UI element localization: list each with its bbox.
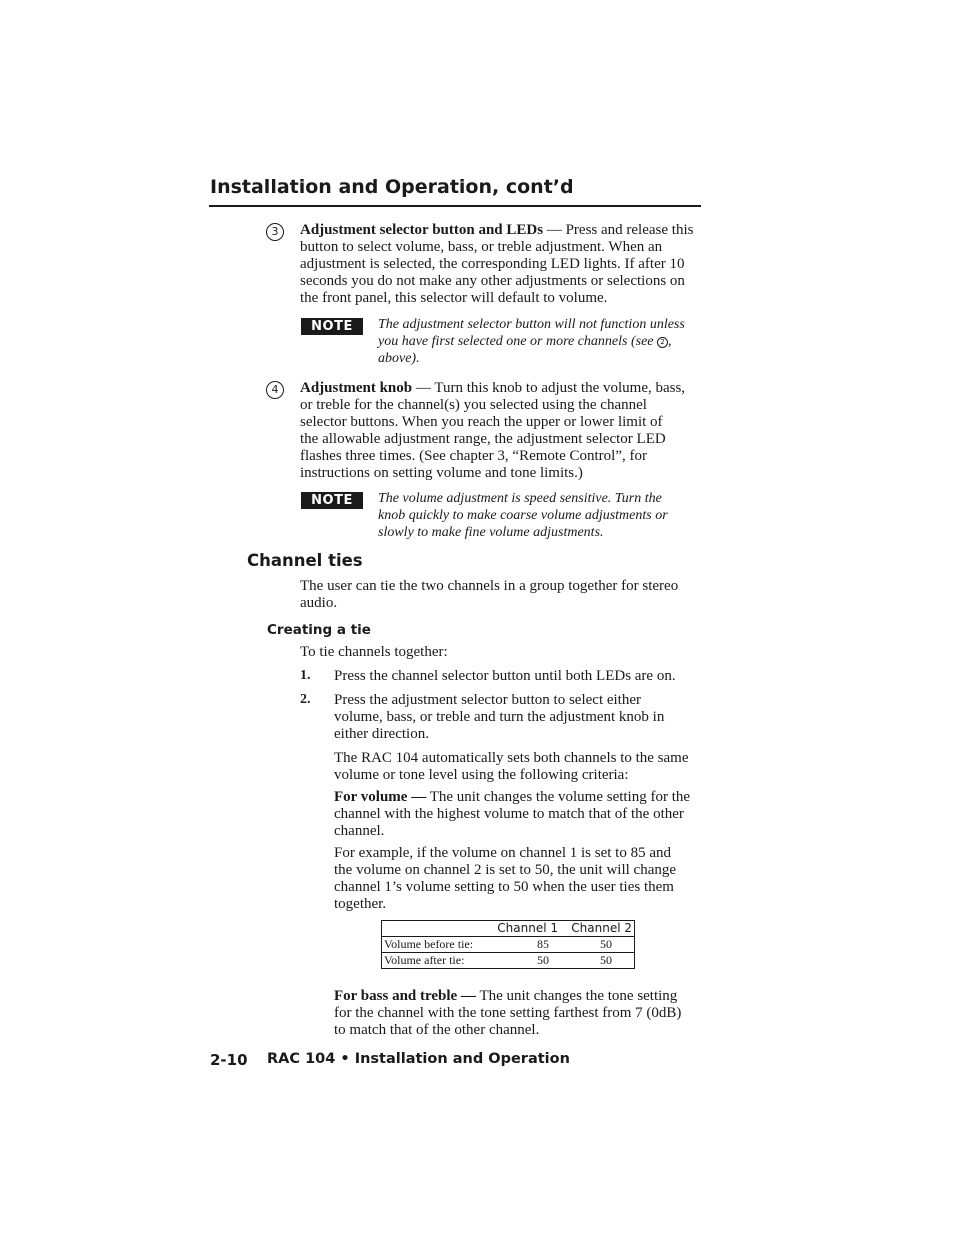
note-2-line: knob quickly to make coarse volume adjustments or	[378, 508, 668, 523]
bass-treble-term: For bass and treble —	[334, 988, 476, 1004]
table-header-channel-1: Channel 1	[488, 921, 560, 937]
item-3-line: adjustment is selected, the corresponding LED lights. If after 10	[300, 256, 685, 272]
item-4-line: selector buttons. When you reach the upper or lower limit of	[300, 414, 663, 430]
intro-line: audio.	[300, 595, 338, 611]
volume-criteria	[334, 789, 714, 840]
criteria-line: The RAC 104 automatically sets both channels to the same	[334, 750, 689, 766]
bass-treble-criteria	[334, 988, 714, 1039]
section-intro	[300, 578, 710, 612]
note-1-text	[378, 316, 708, 367]
example-text	[334, 845, 714, 913]
table-cell: 85	[488, 937, 560, 953]
bass-treble-line: The unit changes the tone setting	[475, 988, 678, 1004]
table-row	[382, 937, 635, 953]
item-4-text	[300, 380, 710, 482]
callout-2-ref: 2	[657, 337, 668, 348]
criteria-line: volume or tone level using the following criteria:	[334, 767, 629, 783]
item-3-line: button to select volume, bass, or treble adjustment. When an	[300, 239, 663, 255]
item-3-text	[300, 222, 710, 307]
bass-treble-line: for the channel with the tone setting farthest from 7 (0dB)	[334, 1005, 682, 1021]
volume-line: channel.	[334, 823, 385, 839]
note-1-line: The adjustment selector button will not function unless	[378, 317, 685, 332]
example-line: channel 1’s volume setting to 50 when the user ties them	[334, 879, 674, 895]
step-2-line: either direction.	[334, 726, 429, 742]
tie-table	[381, 920, 635, 969]
item-3-line: the front panel, this selector will default to volume.	[300, 290, 608, 306]
volume-line: The unit changes the volume setting for the	[426, 789, 691, 805]
note-2-text	[378, 490, 708, 541]
intro-line: The user can tie the two channels in a group together for stereo	[300, 578, 679, 594]
table-cell: 50	[560, 953, 635, 969]
example-line: For example, if the volume on channel 1 is set to 85 and	[334, 845, 672, 861]
note-2-line: The volume adjustment is speed sensitive. Turn the	[378, 491, 662, 506]
table-header-channel-2: Channel 2	[560, 921, 635, 937]
note-badge: NOTE	[301, 492, 363, 509]
step-2-line: Press the adjustment selector button to select either	[334, 692, 642, 708]
note-1-line: ,	[668, 334, 672, 349]
table-cell: 50	[560, 937, 635, 953]
item-4-line: instructions on setting volume and tone limits.)	[300, 465, 583, 481]
note-1-line: you have first selected one or more channels (see	[378, 334, 658, 349]
note-2-line: slowly to make fine volume adjustments.	[378, 525, 604, 540]
row-label: Volume before tie:	[382, 937, 489, 953]
example-line: the volume on channel 2 is set to 50, the unit will change	[334, 862, 677, 878]
item-4-line: or treble for the channel(s) you selected using the channel	[300, 397, 647, 413]
note-badge: NOTE	[301, 318, 363, 335]
page-header: Installation and Operation, cont’d	[210, 176, 574, 198]
item-4-term: Adjustment knob	[300, 380, 413, 396]
criteria-text	[334, 750, 714, 784]
item-4-line: — Turn this knob to adjust the volume, bass,	[412, 380, 686, 396]
callout-3-marker: 3	[266, 223, 284, 241]
bass-treble-line: to match that of the other channel.	[334, 1022, 540, 1038]
subsection-heading: Creating a tie	[267, 622, 371, 638]
step-number: 1.	[300, 668, 311, 683]
page-number: 2-10	[210, 1051, 248, 1069]
note-1-line: above).	[378, 351, 420, 366]
procedure-lead: To tie channels together:	[300, 644, 448, 660]
step-2-line: volume, bass, or treble and turn the adjustment knob in	[334, 709, 665, 725]
footer-title: RAC 104 • Installation and Operation	[267, 1051, 570, 1067]
volume-line: channel with the highest volume to match that of the other	[334, 806, 684, 822]
step-number: 2.	[300, 692, 311, 707]
row-label: Volume after tie:	[382, 953, 489, 969]
step-1-text: Press the channel selector button until both LEDs are on.	[334, 668, 676, 684]
volume-term: For volume —	[334, 789, 427, 805]
callout-4-marker: 4	[266, 381, 284, 399]
table-row	[382, 953, 635, 969]
header-rule	[209, 205, 701, 207]
item-3-term: Adjustment selector button and LEDs	[300, 222, 544, 238]
item-4-line: the allowable adjustment range, the adjustment selector LED	[300, 431, 666, 447]
example-line: together.	[334, 896, 387, 912]
table-cell: 50	[488, 953, 560, 969]
step-2-text	[334, 692, 714, 743]
item-3-line: seconds you do not make any other adjustments or selections on	[300, 273, 685, 289]
item-4-line: flashes three times. (See chapter 3, “Remote Control”, for	[300, 448, 647, 464]
item-3-line: — Press and release this	[543, 222, 694, 238]
section-heading: Channel ties	[247, 551, 363, 570]
table-header-blank	[382, 921, 489, 937]
